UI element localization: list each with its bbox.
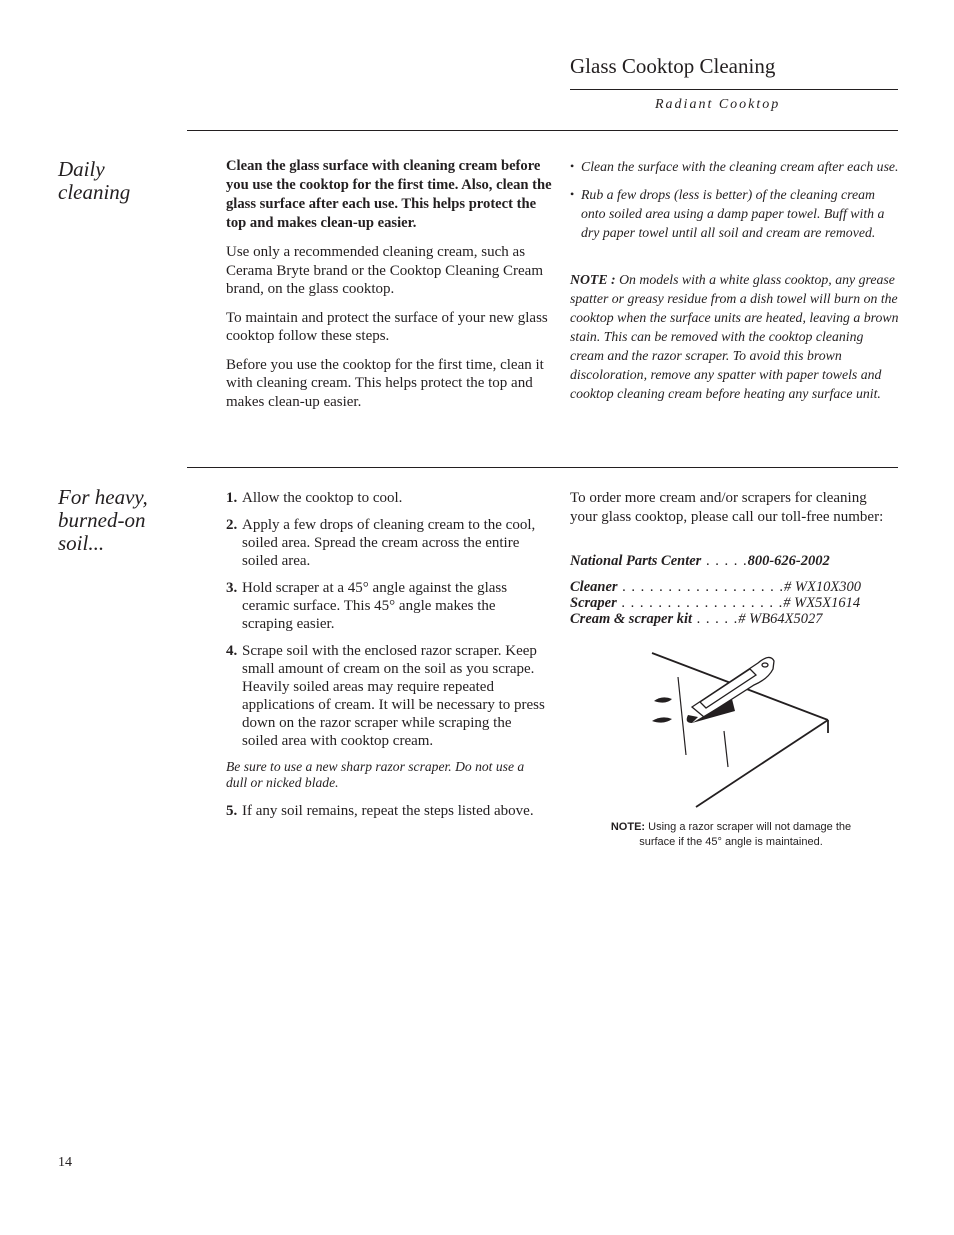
steps-list [226, 489, 548, 750]
parts-row [570, 579, 861, 595]
caption-label: NOTE: [610, 821, 646, 833]
parts-center-phone: 800-626-2002 [747, 553, 830, 569]
step-number: 5. [226, 803, 238, 819]
step-number: 1. [226, 490, 238, 506]
heavy-soil-heading [58, 486, 148, 555]
daily-para-3: Before you use the cooktop for the first time, clean it with cleaning cream. This helps protect the top and makes clean-up easier. [226, 356, 544, 410]
note-label: NOTE : [570, 272, 616, 287]
caption-text: Using a razor scraper will not damage the surface if the 45° angle is maintained. [639, 821, 852, 848]
part-label: Cream & scraper kit [570, 611, 693, 627]
steps-list-continued [226, 802, 548, 820]
daily-bullet-item: • Rub a few drops (less is better) of the cleaning cream onto soiled area using a damp paper towel. Buff with a dry paper towel until all soil and cream are removed. [570, 185, 900, 242]
heavy-steps-column [226, 489, 548, 829]
parts-center-line [570, 553, 830, 569]
illustration-caption [600, 820, 862, 850]
step-item [226, 516, 548, 570]
section-divider-daily [187, 130, 898, 131]
daily-bullet-item: • Clean the surface with the cleaning cream after each use. [570, 157, 900, 176]
step-item [226, 802, 548, 820]
parts-center-label: National Parts Center [570, 553, 702, 569]
part-dots: . . . . . . . . . . . . . . . . . . [616, 595, 784, 611]
part-dots: . . . . . . . . . . . . . . . . . . [617, 579, 785, 595]
title-rule [570, 89, 898, 90]
order-info: To order more cream and/or scrapers for cleaning your glass cooktop, please call our toll-free number: [570, 490, 884, 525]
step-text: Hold scraper at a 45° angle against the glass ceramic surface. This 45° angle makes the scraping easier. [242, 580, 508, 632]
parts-center-dots: . . . . . [701, 553, 748, 569]
parts-row [570, 611, 861, 627]
part-number: # WB64X5027 [738, 611, 823, 627]
section-divider-heavy [187, 467, 898, 468]
part-dots: . . . . . [692, 611, 739, 627]
daily-note [570, 270, 900, 403]
soil-debris [652, 697, 672, 722]
step-text: If any soil remains, repeat the steps listed above. [242, 803, 534, 819]
step-item [226, 642, 548, 750]
step-text: Apply a few drops of cleaning cream to the cool, soiled area. Spread the cream across the entire soiled area. [242, 517, 536, 569]
page-subtitle: Radiant Cooktop [655, 97, 781, 112]
page-title: Glass Cooktop Cleaning [570, 54, 776, 78]
parts-row [570, 595, 861, 611]
step-text: Allow the cooktop to cool. [242, 490, 403, 506]
step-text: Scrape soil with the enclosed razor scraper. Keep small amount of cream on the soil as you scrape. Heavily soiled areas may require repeated applications of cream. It will be necessary to press down on the razor scraper while scraping the soiled area with cooktop cream. [242, 643, 545, 749]
daily-intro-bold: Clean the glass surface with cleaning cream before you use the cooktop for the first time. Also, clean the glass surface after each use. This helps protect the top and makes clean-up easier. [226, 158, 552, 231]
daily-bullet-list [570, 157, 900, 251]
note-text: On models with a white glass cooktop, any grease spatter or greasy residue from a dish towel will burn on the cooktop when the surface units are heated, leaving a brown stain. This can be removed with the cooktop cleaning cream and the razor scraper. To avoid this brown discoloration, remove any spatter with paper towels and cooktop cleaning cream before heating any surface unit. [570, 272, 899, 401]
step-number: 2. [226, 517, 238, 533]
parts-list [570, 579, 861, 627]
parts-center-row [570, 553, 830, 569]
part-label: Scraper [570, 595, 617, 611]
daily-left-column [226, 157, 556, 421]
page-number: 14 [58, 1155, 72, 1170]
step-item [226, 579, 548, 633]
daily-para-1: Use only a recommended cleaning cream, such as Cerama Bryte brand or the Cooktop Cleaning Cream brand, on the glass cooktop. [226, 244, 543, 297]
daily-heading-line1: Daily [58, 157, 105, 181]
part-number: # WX5X1614 [783, 595, 861, 611]
step-item [226, 489, 548, 507]
daily-heading-line2: cleaning [58, 180, 131, 204]
blade-warning: Be sure to use a new sharp razor scraper. Do not use a dull or nicked blade. [226, 759, 525, 790]
daily-para-2: To maintain and protect the surface of your new glass cooktop follow these steps. [226, 309, 548, 344]
step-number: 3. [226, 580, 238, 596]
heavy-heading-line3: soil... [58, 531, 105, 555]
part-number: # WX10X300 [784, 579, 861, 595]
heavy-heading-line1: For heavy, [58, 485, 148, 509]
step-number: 4. [226, 643, 238, 659]
razor-scraper-illustration-icon [640, 645, 840, 815]
part-label: Cleaner [570, 579, 618, 595]
daily-cleaning-heading [58, 158, 130, 204]
heavy-heading-line2: burned-on [58, 508, 146, 532]
